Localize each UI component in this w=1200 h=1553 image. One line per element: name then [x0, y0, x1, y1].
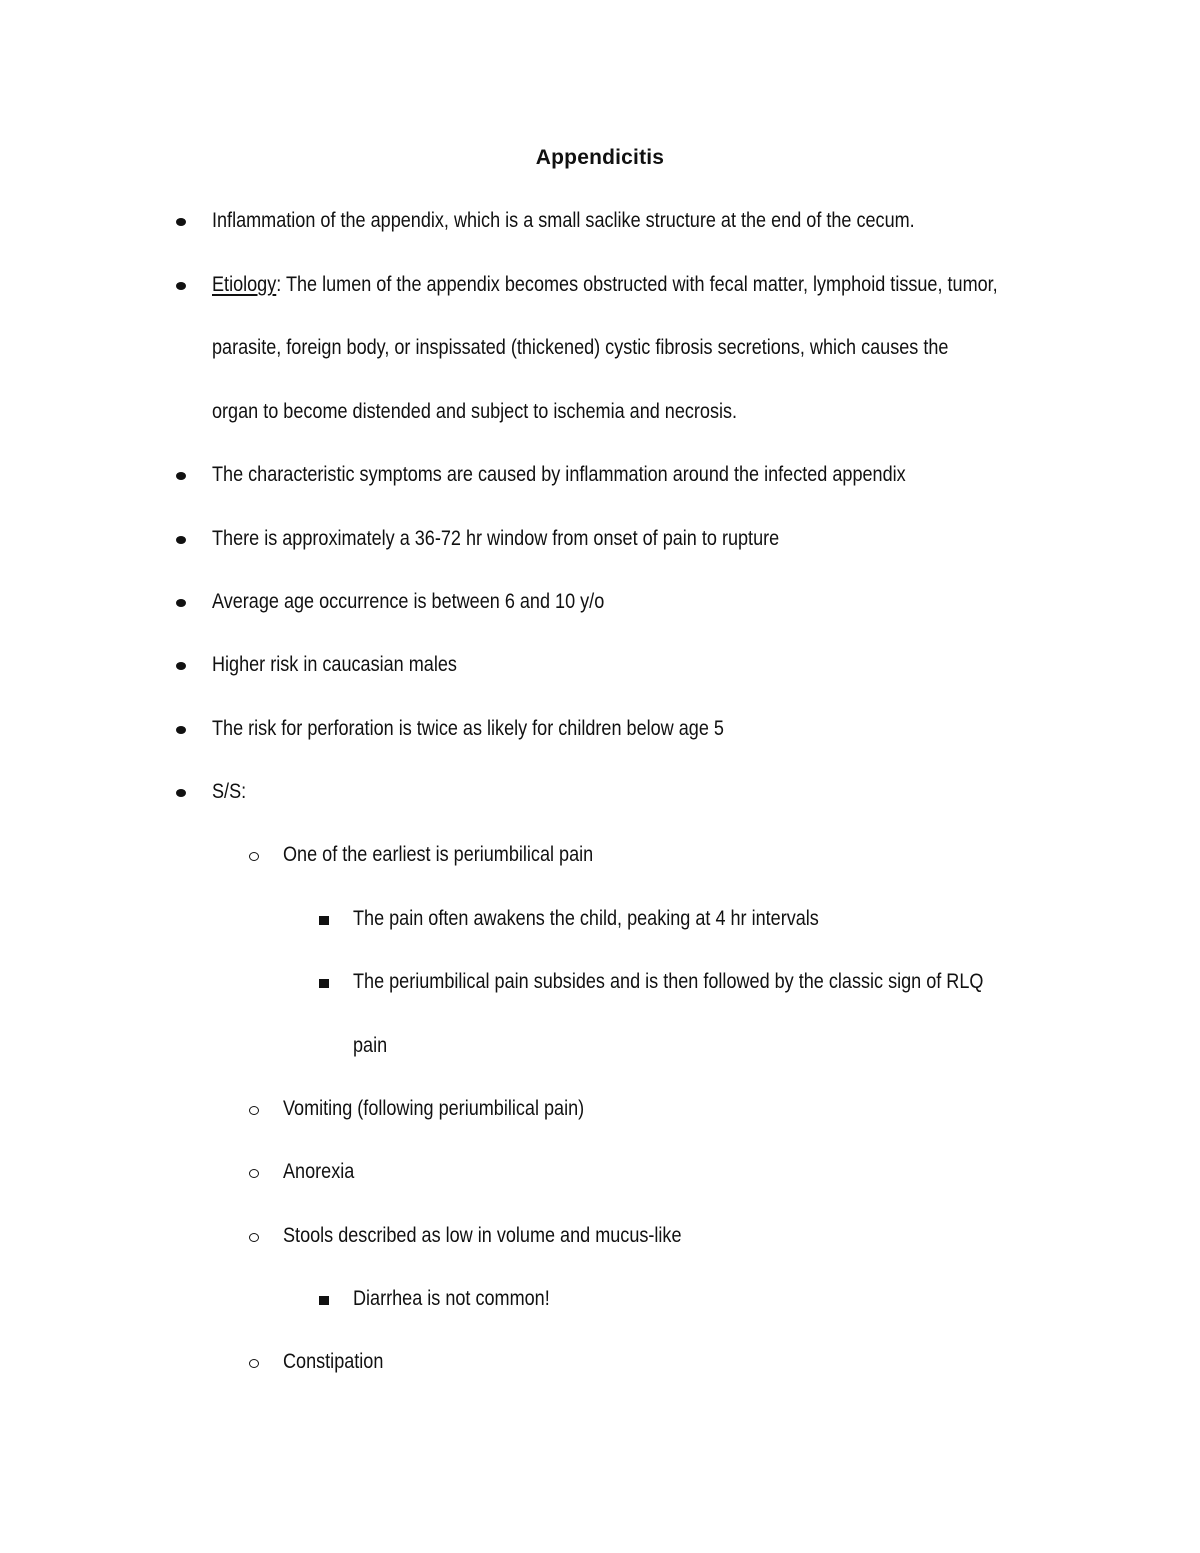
bullet-disc-icon: [174, 778, 188, 808]
bullet-disc-icon: [174, 588, 188, 618]
list-item: Inflammation of the appendix, which is a small saclike structure at the end of the cecum.: [212, 209, 915, 232]
sign-item: Vomiting (following periumbilical pain): [283, 1097, 585, 1120]
bullet-disc-icon: [174, 271, 188, 301]
bullet-circle-icon: [247, 1158, 261, 1188]
etiology-text-line-1: : The lumen of the appendix becomes obstructed with fecal matter, lymphoid tissue, tumor,: [276, 273, 998, 296]
list-item-etiology: [212, 270, 998, 300]
bullet-disc-icon: [174, 715, 188, 745]
list-item: Average age occurrence is between 6 and 10 y/o: [212, 590, 605, 613]
list-item: The characteristic symptoms are caused by inflammation around the infected appendix: [212, 463, 906, 486]
etiology-text-line-2: parasite, foreign body, or inspissated (thickened) cystic fibrosis secretions, which causes the: [212, 336, 949, 359]
bullet-disc-icon: [174, 525, 188, 555]
sub-item: The pain often awakens the child, peaking at 4 hr intervals: [353, 907, 819, 930]
list-item: There is approximately a 36-72 hr window from onset of pain to rupture: [212, 527, 780, 550]
bullet-square-icon: [316, 905, 330, 935]
list-item: The risk for perforation is twice as likely for children below age 5: [212, 717, 724, 740]
etiology-text-line-3: organ to become distended and subject to ischemia and necrosis.: [212, 400, 738, 423]
bullet-circle-icon: [247, 841, 261, 871]
sign-item: Stools described as low in volume and mucus-like: [283, 1224, 682, 1247]
page-title: Appendicitis: [535, 146, 665, 169]
sign-item: One of the earliest is periumbilical pain: [283, 843, 594, 866]
bullet-square-icon: [316, 1285, 330, 1315]
bullet-disc-icon: [174, 651, 188, 681]
bullet-circle-icon: [247, 1222, 261, 1252]
list-item-signs-symptoms: S/S:: [212, 780, 247, 803]
sub-item-line-2: pain: [353, 1034, 388, 1057]
list-item: Higher risk in caucasian males: [212, 653, 457, 676]
sign-item: Constipation: [283, 1350, 384, 1373]
etiology-label: Etiology: [212, 273, 277, 296]
bullet-square-icon: [316, 968, 330, 998]
sign-item: Anorexia: [283, 1160, 355, 1183]
sub-item: Diarrhea is not common!: [353, 1287, 550, 1310]
bullet-circle-icon: [247, 1348, 261, 1378]
bullet-disc-icon: [174, 207, 188, 237]
bullet-disc-icon: [174, 461, 188, 491]
sub-item-line-1: The periumbilical pain subsides and is then followed by the classic sign of RLQ: [353, 970, 984, 993]
bullet-circle-icon: [247, 1095, 261, 1125]
